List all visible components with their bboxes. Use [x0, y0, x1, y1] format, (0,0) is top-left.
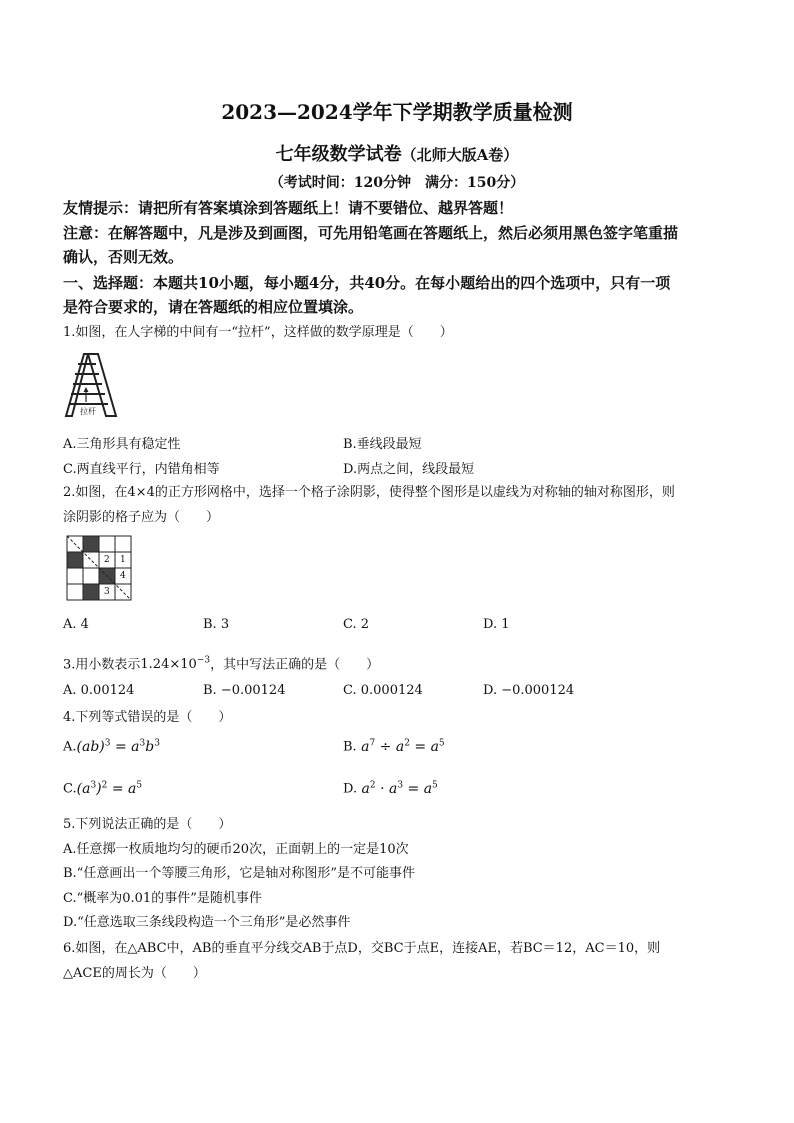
grid-figure	[66, 535, 134, 603]
q2-stem-line2: 涂阴影的格子应为（ ）	[63, 510, 220, 525]
section1-heading-line1: 一、选择题：本题共10小题，每小题4分，共40分。在每小题给出的四个选项中，只有一项	[63, 274, 671, 292]
q2-option-c: C. 2	[343, 617, 370, 632]
attention-note-line1: 注意：在解答题中，凡是涉及到画图，可先用铅笔画在答题纸上，然后必须用黑色签字笔重描	[63, 224, 679, 242]
q3-option-b: B. −0.00124	[203, 683, 286, 698]
q1-option-a: A.三角形具有稳定性	[63, 437, 181, 452]
q3-expression-exponent: −3	[196, 656, 211, 666]
section1-heading-line2: 是符合要求的，请在答题纸的相应位置填涂。	[63, 298, 364, 316]
q4-option-c-formula: $(a^3)^2 = a^5$	[76, 780, 143, 797]
q3-expression	[140, 657, 210, 672]
q5-option-a: A.任意掷一枚质地均匀的硬币20次，正面朝上的一定是10次	[63, 842, 409, 857]
q6-stem-line1: 6.如图，在△ABC中，AB的垂直平分线交AB于点D，交BC于点E，连接AE，若BC＝12，AC＝10，则	[63, 941, 661, 956]
q2-option-b: B. 3	[203, 617, 230, 632]
q5-stem: 5.下列说法正确的是（ ）	[63, 817, 232, 832]
q4-option-a-label: A.	[63, 739, 77, 755]
q3-option-c: C. 0.000124	[343, 683, 423, 698]
ladder-figure	[64, 352, 124, 420]
q4-option-c	[63, 780, 142, 797]
grid-label-2: 2	[104, 555, 110, 565]
q4-stem: 4.下列等式错误的是（ ）	[63, 710, 232, 725]
subtitle-main: 七年级数学试卷	[275, 144, 402, 165]
q4-option-a-formula: $(ab)^3 = a^3b^3$	[76, 738, 160, 755]
q4-option-b-formula: $a^7 \div a^2 = a^5$	[356, 738, 445, 755]
exam-title: 2023—2024学年下学期教学质量检测	[221, 100, 573, 124]
q3-stem-post: ，其中写法正确的是（ ）	[210, 657, 380, 673]
q1-option-d: D.两点之间，线段最短	[343, 462, 475, 477]
grid-drawing	[66, 535, 134, 603]
q2-stem-line1: 2.如图，在4×4的正方形网格中，选择一个格子涂阴影，使得整个图形是以虚线为对称轴的轴对称图形，则	[63, 485, 675, 500]
q4-option-d	[343, 780, 438, 797]
q5-option-c: C.“概率为0.01的事件”是随机事件	[63, 891, 262, 906]
q5-option-d: D.“任意选取三条线段构造一个三角形”是必然事件	[63, 915, 351, 930]
q2-option-d: D. 1	[483, 617, 510, 632]
grid-label-4: 4	[120, 571, 126, 581]
exam-info: （考试时间：120分钟 满分：150分）	[269, 175, 525, 191]
tip-note: 友情提示：请把所有答案填涂到答题纸上！请不要错位、越界答题！	[63, 199, 514, 217]
grid-label-1: 1	[120, 555, 126, 565]
attention-note-line2: 确认，否则无效。	[63, 248, 184, 266]
q4-option-d-label: D.	[343, 781, 358, 797]
q3-option-a: A. 0.00124	[63, 683, 135, 698]
q3-expression-base: 1.24×10	[140, 657, 197, 673]
q1-option-b: B.垂线段最短	[343, 437, 422, 452]
q4-option-b-label: B.	[343, 739, 357, 755]
grid-label-3: 3	[104, 587, 110, 597]
exam-subtitle	[0, 140, 794, 166]
ladder-bar-label: 拉杆	[80, 407, 96, 416]
q2-option-a: A. 4	[63, 617, 89, 632]
q4-option-d-formula: $a^2 \cdot a^3 = a^5$	[357, 780, 438, 797]
subtitle-edition: （北师大版A卷）	[401, 146, 519, 164]
q3-option-d: D. −0.000124	[483, 683, 575, 698]
q1-option-c: C.两直线平行，内错角相等	[63, 462, 220, 477]
q6-stem-line2: △ACE的周长为（ ）	[63, 966, 206, 981]
q3-stem	[63, 650, 733, 676]
q4-option-b	[343, 738, 445, 755]
q5-option-b: B.“任意画出一个等腰三角形，它是轴对称图形”是不可能事件	[63, 866, 415, 881]
q1-stem: 1.如图，在人字梯的中间有一“拉杆”，这样做的数学原理是（ ）	[63, 325, 453, 340]
q3-stem-pre: 3.用小数表示	[63, 657, 141, 673]
q4-option-a	[63, 738, 160, 755]
q4-option-c-label: C.	[63, 781, 77, 797]
